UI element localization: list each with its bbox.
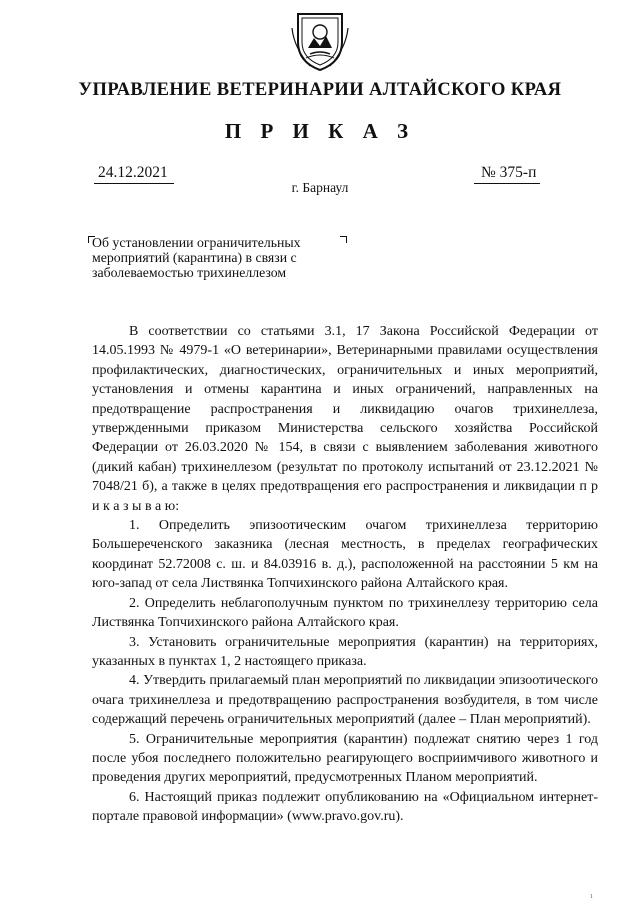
coat-of-arms-emblem: [288, 8, 352, 72]
document-city: г. Барнаул: [291, 180, 349, 195]
document-number: № 375-п: [481, 164, 537, 181]
page-corner-mark: 1: [590, 894, 593, 900]
body-paragraph-item-2: 2. Определить неблагополучным пунктом по трихинеллезу территорию села Листвянка Топчихинского района Алтайского края.: [92, 595, 598, 631]
body-paragraph-item-4: 4. Утвердить прилагаемый план мероприятий по ликвидации эпизоотического очага трихинеллеза и предотвращению распространения возбудителя, в том числе содержащий перечень ограничительных мероприятий (далее – План мероприятий).: [92, 673, 598, 728]
document-type-heading: П Р И К А З: [224, 119, 416, 143]
document-date: 24.12.2021: [98, 164, 168, 181]
subject-line: Об установлении ограничительных: [92, 235, 301, 250]
body-paragraph-item-1: 1. Определить эпизоотическим очагом трихинеллеза территорию Большереченского заказника (лесная местность, в пределах географических координат 52.72008 с. ш. и 84.03916 в. д.), расположенной на расстоянии 5 км на юго-запад от села Листвянка Топчихинского района Алтайского края.: [92, 518, 598, 592]
subject-line: заболеваемостью трихинеллезом: [92, 265, 287, 280]
document-subject: [92, 235, 347, 280]
body-paragraph-preamble: В соответствии со статьями 3.1, 17 Закона Российской Федерации от 14.05.1993 № 4979-1 «О ветеринарии», Ветеринарными правилами осуществления профилактических, диагностических, ограничительных и иных мероприятий, установления и отмены карантина и иных ограничений, направленных на предотвращение распространения и ликвидацию очагов трихинеллеза, утвержденными приказом Министерства сельского хозяйства Российской Федерации от 26.03.2020 № 154, в связи с выявлением заболевания животного (дикий кабан) трихинеллезом (результат по протоколу испытаний от 23.12.2021 № 7048/21 б), а также в целях предотвращения его распространения и ликвидации п р и к а з ы в а ю:: [92, 324, 598, 514]
subject-line: мероприятий (карантина) в связи с: [92, 250, 297, 265]
body-paragraph-item-3: 3. Установить ограничительные мероприятия (карантин) на территориях, указанных в пунктах 1, 2 настоящего приказа.: [92, 634, 598, 669]
document-body: [92, 322, 598, 827]
organization-title: УПРАВЛЕНИЕ ВЕТЕРИНАРИИ АЛТАЙСКОГО КРАЯ: [78, 80, 562, 100]
body-paragraph-item-6: 6. Настоящий приказ подлежит опубликованию на «Официальном интернет-портале правовой информации» (www.pravo.gov.ru).: [92, 789, 598, 825]
body-paragraph-item-5: 5. Ограничительные мероприятия (карантин) подлежат снятию через 1 год после убоя последнего положительно реагирующего восприимчивого животного и проведения других мероприятий, предусмотренных Планом мероприятий.: [92, 731, 598, 786]
